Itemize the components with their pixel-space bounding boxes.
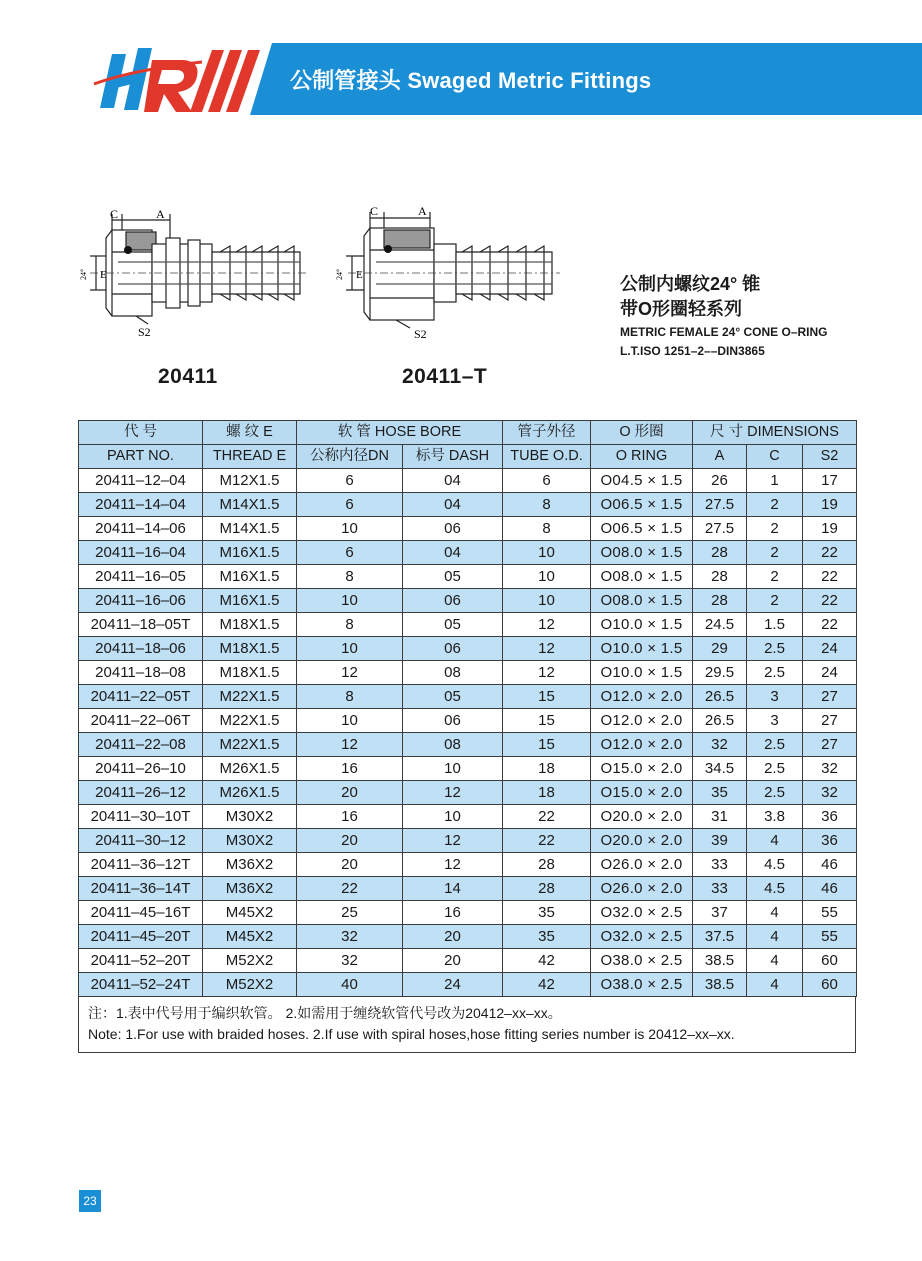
header-dash: 标号 DASH	[403, 445, 503, 469]
cell-dash: 12	[403, 781, 503, 805]
cell-a: 37.5	[693, 925, 747, 949]
cell-dash: 06	[403, 637, 503, 661]
cell-part: 20411–14–06	[79, 517, 203, 541]
cell-thread: M18X1.5	[203, 613, 297, 637]
table-row	[79, 733, 857, 757]
cell-c: 2	[747, 541, 803, 565]
fitting-drawing-20411-T	[330, 200, 580, 340]
cell-s2: 32	[803, 781, 857, 805]
cell-part: 20411–18–05T	[79, 613, 203, 637]
dim-e-label: E	[356, 269, 363, 281]
table-row	[79, 613, 857, 637]
cell-c: 3.8	[747, 805, 803, 829]
cell-tube: 35	[503, 901, 591, 925]
cell-oring: O20.0 × 2.0	[591, 805, 693, 829]
cell-dn: 20	[297, 781, 403, 805]
cell-c: 2.5	[747, 661, 803, 685]
table-row	[79, 757, 857, 781]
cell-s2: 27	[803, 733, 857, 757]
page-number: 23	[79, 1190, 101, 1212]
cell-dash: 24	[403, 973, 503, 997]
cell-oring: O10.0 × 1.5	[591, 613, 693, 637]
cell-c: 4	[747, 901, 803, 925]
table-row	[79, 877, 857, 901]
cell-thread: M16X1.5	[203, 565, 297, 589]
cell-thread: M52X2	[203, 949, 297, 973]
cell-tube: 35	[503, 925, 591, 949]
cell-a: 27.5	[693, 493, 747, 517]
header-part-zh: 代 号	[79, 421, 203, 445]
cell-dash: 08	[403, 733, 503, 757]
cell-part: 20411–45–20T	[79, 925, 203, 949]
cell-thread: M22X1.5	[203, 733, 297, 757]
cell-thread: M26X1.5	[203, 757, 297, 781]
cell-oring: O12.0 × 2.0	[591, 733, 693, 757]
cell-dn: 6	[297, 469, 403, 493]
cell-part: 20411–45–16T	[79, 901, 203, 925]
cell-part: 20411–30–10T	[79, 805, 203, 829]
table-row	[79, 661, 857, 685]
cell-dn: 10	[297, 589, 403, 613]
cell-a: 28	[693, 589, 747, 613]
cell-dash: 10	[403, 805, 503, 829]
header-a: A	[693, 445, 747, 469]
cell-oring: O08.0 × 1.5	[591, 565, 693, 589]
cell-dn: 6	[297, 493, 403, 517]
cell-tube: 42	[503, 973, 591, 997]
cell-part: 20411–26–12	[79, 781, 203, 805]
cell-dn: 12	[297, 661, 403, 685]
cell-tube: 18	[503, 781, 591, 805]
cell-c: 4	[747, 949, 803, 973]
cell-c: 2	[747, 589, 803, 613]
cell-a: 39	[693, 829, 747, 853]
cell-thread: M45X2	[203, 901, 297, 925]
cell-tube: 22	[503, 805, 591, 829]
cell-s2: 32	[803, 757, 857, 781]
header-dimensions: 尺 寸 DIMENSIONS	[693, 421, 857, 445]
cell-part: 20411–52–20T	[79, 949, 203, 973]
cell-dn: 8	[297, 685, 403, 709]
desc-zh-line2: 带O形圈轻系列	[620, 299, 743, 319]
cell-tube: 28	[503, 853, 591, 877]
header-hose-bore: 软 管 HOSE BORE	[297, 421, 503, 445]
cell-part: 20411–12–04	[79, 469, 203, 493]
dim-c-label: C	[370, 204, 379, 218]
cell-a: 28	[693, 565, 747, 589]
cell-dn: 8	[297, 565, 403, 589]
cell-dn: 25	[297, 901, 403, 925]
cell-s2: 46	[803, 877, 857, 901]
page-title: 公制管接头 Swaged Metric Fittings	[290, 68, 652, 93]
cell-dash: 05	[403, 565, 503, 589]
cell-s2: 36	[803, 805, 857, 829]
cell-thread: M26X1.5	[203, 781, 297, 805]
cell-a: 29	[693, 637, 747, 661]
desc-en-line2: L.T.ISO 1251–2––DIN3865	[620, 344, 765, 358]
cell-dn: 20	[297, 853, 403, 877]
cell-dn: 20	[297, 829, 403, 853]
cell-oring: O08.0 × 1.5	[591, 541, 693, 565]
cell-a: 35	[693, 781, 747, 805]
cell-tube: 15	[503, 709, 591, 733]
cell-dash: 06	[403, 709, 503, 733]
cell-a: 33	[693, 853, 747, 877]
cell-s2: 27	[803, 685, 857, 709]
company-logo	[92, 40, 272, 120]
table-row	[79, 517, 857, 541]
cell-tube: 8	[503, 517, 591, 541]
cell-dn: 8	[297, 613, 403, 637]
cell-dash: 05	[403, 685, 503, 709]
table-body	[79, 469, 857, 997]
header-part-en: PART NO.	[79, 445, 203, 469]
table-row	[79, 493, 857, 517]
cell-oring: O12.0 × 2.0	[591, 685, 693, 709]
header-tube-zh: 管子外径	[503, 421, 591, 445]
cell-s2: 27	[803, 709, 857, 733]
table-row	[79, 925, 857, 949]
cell-dash: 20	[403, 925, 503, 949]
cell-c: 2	[747, 517, 803, 541]
table-row	[79, 829, 857, 853]
cell-part: 20411–18–06	[79, 637, 203, 661]
cell-oring: O26.0 × 2.0	[591, 853, 693, 877]
cell-c: 2	[747, 493, 803, 517]
cell-part: 20411–22–06T	[79, 709, 203, 733]
table-row	[79, 565, 857, 589]
cell-dn: 12	[297, 733, 403, 757]
cell-a: 26.5	[693, 709, 747, 733]
cell-tube: 28	[503, 877, 591, 901]
header-s2: S2	[803, 445, 857, 469]
cell-dash: 04	[403, 469, 503, 493]
cell-c: 1.5	[747, 613, 803, 637]
header-oring-en: O RING	[591, 445, 693, 469]
cell-s2: 22	[803, 613, 857, 637]
cell-s2: 22	[803, 589, 857, 613]
fitting-drawing-20411	[70, 200, 310, 340]
dim-c-label: C	[110, 207, 119, 221]
cell-dash: 20	[403, 949, 503, 973]
header-tube-en: TUBE O.D.	[503, 445, 591, 469]
cell-c: 4	[747, 829, 803, 853]
cell-part: 20411–26–10	[79, 757, 203, 781]
cell-s2: 22	[803, 565, 857, 589]
cell-thread: M36X2	[203, 877, 297, 901]
table-row	[79, 541, 857, 565]
cell-thread: M36X2	[203, 853, 297, 877]
cell-c: 4.5	[747, 853, 803, 877]
cell-part: 20411–36–12T	[79, 853, 203, 877]
cell-s2: 19	[803, 517, 857, 541]
cell-a: 31	[693, 805, 747, 829]
cell-c: 2.5	[747, 733, 803, 757]
cell-part: 20411–14–04	[79, 493, 203, 517]
cell-c: 1	[747, 469, 803, 493]
cell-tube: 12	[503, 613, 591, 637]
cell-s2: 55	[803, 901, 857, 925]
cell-a: 29.5	[693, 661, 747, 685]
cell-dn: 16	[297, 805, 403, 829]
dim-a-label: A	[418, 204, 427, 218]
notes	[78, 997, 856, 1053]
cell-oring: O32.0 × 2.5	[591, 925, 693, 949]
table-row	[79, 685, 857, 709]
spec-table	[78, 420, 856, 1053]
cell-oring: O06.5 × 1.5	[591, 517, 693, 541]
header-c: C	[747, 445, 803, 469]
cell-tube: 10	[503, 565, 591, 589]
cell-dn: 32	[297, 949, 403, 973]
table-row	[79, 781, 857, 805]
cell-s2: 46	[803, 853, 857, 877]
cell-tube: 18	[503, 757, 591, 781]
table-row	[79, 589, 857, 613]
cell-tube: 12	[503, 661, 591, 685]
cell-oring: O32.0 × 2.5	[591, 901, 693, 925]
cell-part: 20411–16–05	[79, 565, 203, 589]
cell-part: 20411–16–06	[79, 589, 203, 613]
desc-en-line1: METRIC FEMALE 24° CONE O–RING	[620, 325, 828, 339]
cell-part: 20411–22–08	[79, 733, 203, 757]
cell-thread: M22X1.5	[203, 709, 297, 733]
cell-oring: O04.5 × 1.5	[591, 469, 693, 493]
header-thread-en: THREAD E	[203, 445, 297, 469]
cell-thread: M14X1.5	[203, 493, 297, 517]
cell-s2: 55	[803, 925, 857, 949]
cell-part: 20411–18–08	[79, 661, 203, 685]
drawing-label-20411: 20411	[158, 365, 218, 388]
header-oring-zh: O 形圈	[591, 421, 693, 445]
cell-thread: M14X1.5	[203, 517, 297, 541]
cell-s2: 60	[803, 949, 857, 973]
dim-s2-label: S2	[414, 327, 427, 340]
cell-a: 27.5	[693, 517, 747, 541]
table-row	[79, 637, 857, 661]
table-row	[79, 805, 857, 829]
cell-thread: M22X1.5	[203, 685, 297, 709]
cell-oring: O10.0 × 1.5	[591, 661, 693, 685]
cell-a: 34.5	[693, 757, 747, 781]
cell-tube: 22	[503, 829, 591, 853]
table-row	[79, 709, 857, 733]
cell-c: 4	[747, 925, 803, 949]
cell-thread: M12X1.5	[203, 469, 297, 493]
cell-part: 20411–52–24T	[79, 973, 203, 997]
table-row	[79, 901, 857, 925]
cell-a: 24.5	[693, 613, 747, 637]
cell-dash: 04	[403, 541, 503, 565]
cell-dash: 10	[403, 757, 503, 781]
cell-s2: 17	[803, 469, 857, 493]
cell-part: 20411–36–14T	[79, 877, 203, 901]
dim-angle-label: 24°	[79, 268, 88, 280]
table-row	[79, 469, 857, 493]
cell-dn: 40	[297, 973, 403, 997]
desc-zh-line1: 公制内螺纹24° 锥	[620, 274, 761, 294]
cell-dn: 10	[297, 637, 403, 661]
product-description	[620, 272, 900, 360]
cell-tube: 12	[503, 637, 591, 661]
cell-thread: M30X2	[203, 829, 297, 853]
cell-thread: M45X2	[203, 925, 297, 949]
cell-s2: 22	[803, 541, 857, 565]
cell-thread: M16X1.5	[203, 589, 297, 613]
cell-oring: O26.0 × 2.0	[591, 877, 693, 901]
cell-thread: M18X1.5	[203, 637, 297, 661]
cell-thread: M52X2	[203, 973, 297, 997]
cell-dn: 32	[297, 925, 403, 949]
drawing-label-20411-T: 20411–T	[402, 365, 488, 388]
cell-dn: 16	[297, 757, 403, 781]
cell-dash: 05	[403, 613, 503, 637]
cell-s2: 60	[803, 973, 857, 997]
cell-s2: 19	[803, 493, 857, 517]
cell-a: 28	[693, 541, 747, 565]
cell-thread: M30X2	[203, 805, 297, 829]
cell-tube: 10	[503, 589, 591, 613]
cell-a: 38.5	[693, 949, 747, 973]
cell-s2: 24	[803, 661, 857, 685]
dim-a-label: A	[156, 207, 165, 221]
cell-dash: 12	[403, 829, 503, 853]
cell-s2: 24	[803, 637, 857, 661]
cell-s2: 36	[803, 829, 857, 853]
cell-oring: O38.0 × 2.5	[591, 973, 693, 997]
cell-tube: 42	[503, 949, 591, 973]
table-row	[79, 973, 857, 997]
cell-dn: 22	[297, 877, 403, 901]
cell-a: 37	[693, 901, 747, 925]
cell-c: 3	[747, 709, 803, 733]
cell-c: 2.5	[747, 757, 803, 781]
cell-thread: M16X1.5	[203, 541, 297, 565]
cell-a: 38.5	[693, 973, 747, 997]
cell-oring: O15.0 × 2.0	[591, 781, 693, 805]
cell-dash: 04	[403, 493, 503, 517]
dim-s2-label: S2	[138, 325, 151, 339]
cell-c: 3	[747, 685, 803, 709]
table-row	[79, 949, 857, 973]
cell-tube: 8	[503, 493, 591, 517]
cell-c: 2	[747, 565, 803, 589]
cell-dash: 14	[403, 877, 503, 901]
cell-oring: O10.0 × 1.5	[591, 637, 693, 661]
header-dn: 公称内径DN	[297, 445, 403, 469]
cell-a: 26.5	[693, 685, 747, 709]
cell-oring: O12.0 × 2.0	[591, 709, 693, 733]
cell-a: 32	[693, 733, 747, 757]
cell-dn: 10	[297, 709, 403, 733]
cell-oring: O15.0 × 2.0	[591, 757, 693, 781]
cell-part: 20411–22–05T	[79, 685, 203, 709]
cell-oring: O08.0 × 1.5	[591, 589, 693, 613]
cell-a: 26	[693, 469, 747, 493]
note-zh: 注：1.表中代号用于编织软管。 2.如需用于缠绕软管代号改为20412–xx–xx。	[88, 1005, 562, 1021]
header-thread-zh: 螺 纹 E	[203, 421, 297, 445]
cell-dn: 10	[297, 517, 403, 541]
cell-tube: 10	[503, 541, 591, 565]
cell-tube: 6	[503, 469, 591, 493]
table-row	[79, 853, 857, 877]
cell-c: 4	[747, 973, 803, 997]
cell-part: 20411–16–04	[79, 541, 203, 565]
cell-dash: 06	[403, 589, 503, 613]
cell-oring: O20.0 × 2.0	[591, 829, 693, 853]
dim-angle-label: 24°	[335, 268, 344, 280]
cell-part: 20411–30–12	[79, 829, 203, 853]
dim-e-label: E	[100, 269, 107, 281]
cell-c: 4.5	[747, 877, 803, 901]
note-en: Note: 1.For use with braided hoses. 2.If use with spiral hoses,hose fitting series number is 20412–xx–xx.	[88, 1026, 735, 1042]
cell-dash: 08	[403, 661, 503, 685]
cell-dn: 6	[297, 541, 403, 565]
cell-dash: 12	[403, 853, 503, 877]
cell-a: 33	[693, 877, 747, 901]
cell-c: 2.5	[747, 781, 803, 805]
cell-dash: 16	[403, 901, 503, 925]
cell-c: 2.5	[747, 637, 803, 661]
cell-oring: O38.0 × 2.5	[591, 949, 693, 973]
cell-tube: 15	[503, 685, 591, 709]
cell-tube: 15	[503, 733, 591, 757]
cell-oring: O06.5 × 1.5	[591, 493, 693, 517]
cell-thread: M18X1.5	[203, 661, 297, 685]
cell-dash: 06	[403, 517, 503, 541]
